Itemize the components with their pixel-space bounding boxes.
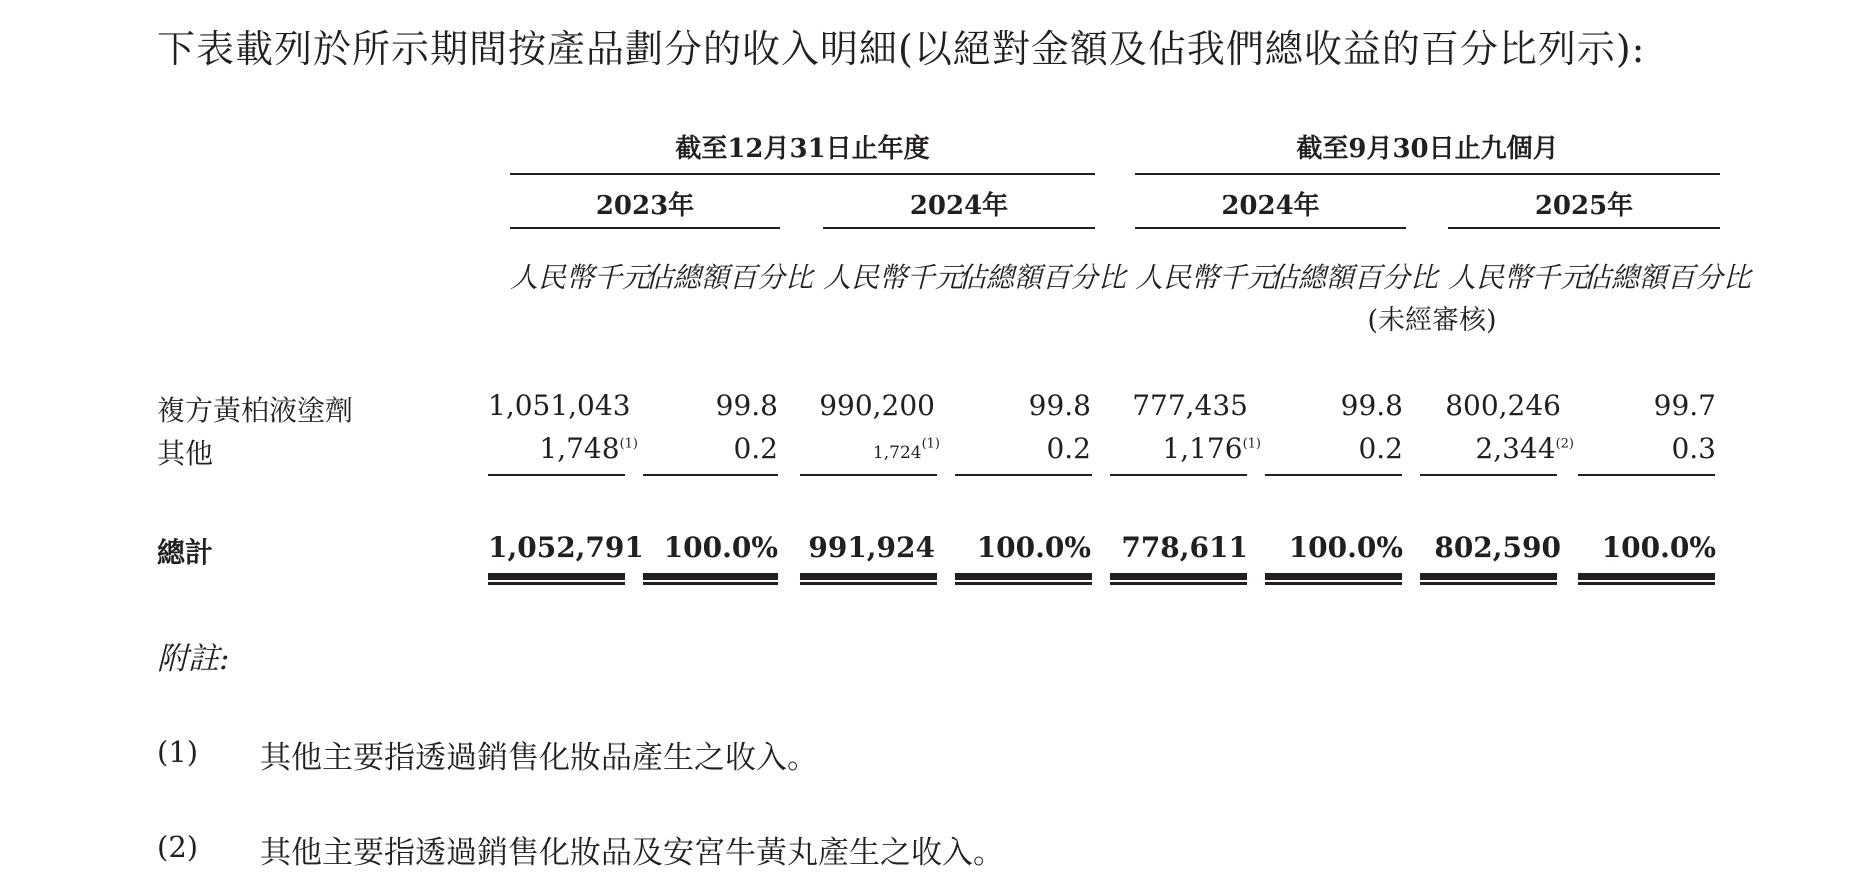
subtotal-rule xyxy=(1578,474,1715,476)
footnote-ref: (1) xyxy=(1242,436,1261,452)
cell-rmb-2024: 1,724$^{(1)}$ xyxy=(872,436,940,463)
total-pct-2023: 100.0% xyxy=(663,531,778,564)
total-rmb-2024: 991,924 xyxy=(808,531,935,564)
cell-rmb-2023: 1,748$^{(1)}$ xyxy=(539,432,638,465)
group-header-nine-months: 截至9月30日止九個月 xyxy=(1296,134,1559,164)
total-rmb-9m2025: 802,590 xyxy=(1434,531,1561,564)
total-rmb-9m2024: 778,611 xyxy=(1121,531,1248,564)
subtotal-rule xyxy=(955,474,1092,476)
unit-header-percent: 佔總額百分比 xyxy=(1583,261,1752,294)
subtotal-rule xyxy=(488,474,625,476)
year-rule xyxy=(510,227,780,229)
unit-header-rmb: 人民幣千元 xyxy=(1448,261,1589,294)
cell-pct-2024: 0.2 xyxy=(1046,432,1091,465)
total-double-rule xyxy=(955,573,1092,585)
cell-pct-9m2025: 99.7 xyxy=(1653,389,1716,422)
footnote-text: 其他主要指透過銷售化妝品產生之收入。 xyxy=(260,740,818,776)
group-rule xyxy=(510,173,1095,175)
subtotal-rule xyxy=(643,474,778,476)
total-double-rule xyxy=(800,573,937,585)
cell-rmb-9m2024: 1,176$^{(1)}$ xyxy=(1162,432,1261,465)
unit-header-rmb: 人民幣千元 xyxy=(1135,261,1276,294)
total-pct-9m2024: 100.0% xyxy=(1288,531,1403,564)
footnote-ref: (1) xyxy=(619,436,638,452)
year-header: 2023年 xyxy=(595,191,695,221)
subtotal-rule xyxy=(800,474,937,476)
intro-text: 下表載列於所示期間按產品劃分的收入明細(以絕對金額及佔我們總收益的百分比列示): xyxy=(157,27,1646,71)
total-double-rule xyxy=(643,573,778,585)
footnote-number: (1) xyxy=(157,735,199,769)
footnote-number: (2) xyxy=(157,830,199,864)
footnote-text: 其他主要指透過銷售化妝品及安宮牛黃丸產生之收入。 xyxy=(260,835,1004,871)
footnote-ref: (1) xyxy=(921,436,940,452)
year-rule xyxy=(823,227,1095,229)
subtotal-rule xyxy=(1110,474,1247,476)
total-double-rule xyxy=(488,573,625,585)
unaudited-note: (未經審核) xyxy=(1367,305,1497,336)
total-pct-9m2025: 100.0% xyxy=(1601,531,1716,564)
unit-header-rmb: 人民幣千元 xyxy=(510,261,651,294)
cell-pct-9m2024: 99.8 xyxy=(1340,389,1403,422)
year-rule xyxy=(1448,227,1720,229)
cell-pct-2024: 99.8 xyxy=(1028,389,1091,422)
total-double-rule xyxy=(1578,573,1715,585)
total-double-rule xyxy=(1420,573,1557,585)
row-label-total: 總計 xyxy=(157,536,214,569)
total-double-rule xyxy=(1110,573,1247,585)
total-rmb-2023: 1,052,791 xyxy=(488,531,644,564)
unit-header-percent: 佔總額百分比 xyxy=(645,261,814,294)
subtotal-rule xyxy=(1265,474,1402,476)
total-pct-2024: 100.0% xyxy=(976,531,1091,564)
year-rule xyxy=(1135,227,1406,229)
cell-rmb-9m2024: 777,435 xyxy=(1132,389,1248,422)
cell-rmb-9m2025: 2,344$^{(2)}$ xyxy=(1475,432,1574,465)
group-rule xyxy=(1135,173,1720,175)
group-header-year: 截至12月31日止年度 xyxy=(675,134,930,164)
cell-rmb-2023: 1,051,043 xyxy=(488,389,631,422)
footnotes-title: 附註: xyxy=(157,641,230,677)
total-double-rule xyxy=(1265,573,1402,585)
unit-header-rmb: 人民幣千元 xyxy=(823,261,964,294)
cell-pct-2023: 0.2 xyxy=(733,432,778,465)
footnote-ref: (2) xyxy=(1555,436,1574,452)
row-label-product: 複方黃柏液塗劑 xyxy=(157,394,354,427)
unit-header-percent: 佔總額百分比 xyxy=(1270,261,1439,294)
cell-pct-9m2024: 0.2 xyxy=(1358,432,1403,465)
subtotal-rule xyxy=(1420,474,1557,476)
year-header: 2024年 xyxy=(1221,191,1320,221)
unit-header-percent: 佔總額百分比 xyxy=(958,261,1127,294)
cell-rmb-2024: 990,200 xyxy=(819,389,935,422)
row-label-others: 其他 xyxy=(157,437,214,470)
year-header: 2024年 xyxy=(909,191,1009,221)
cell-pct-9m2025: 0.3 xyxy=(1671,432,1716,465)
cell-rmb-9m2025: 800,246 xyxy=(1445,389,1561,422)
cell-pct-2023: 99.8 xyxy=(715,389,778,422)
year-header: 2025年 xyxy=(1534,191,1634,221)
